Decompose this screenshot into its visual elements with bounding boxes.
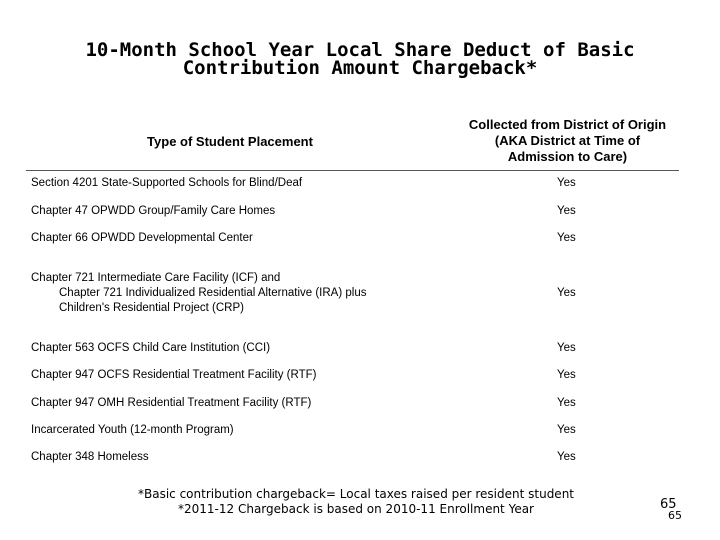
table-row-label: Chapter 66 OPWDD Developmental Center (31, 232, 253, 244)
table-row-value: Yes (557, 397, 576, 409)
table-row-label: Chapter 947 OCFS Residential Treatment Facility (RTF) (31, 369, 317, 381)
page-number: 65 (660, 497, 677, 512)
table-row-value: Yes (557, 369, 576, 381)
column-header-placement: Type of Student Placement (147, 134, 313, 149)
table-row-value: Yes (557, 205, 576, 217)
table-row-label-line3: Children's Residential Project (CRP) (59, 302, 244, 314)
column-header-collected (450, 117, 685, 165)
table-row-value: Yes (557, 287, 576, 299)
table-row-value: Yes (557, 424, 576, 436)
footnote-1: *Basic contribution chargeback= Local taxes raised per resident student (137, 487, 575, 501)
table-row-value: Yes (557, 177, 576, 189)
table-row-value: Yes (557, 342, 576, 354)
column-header-collected-line3: Admission to Care) (507, 149, 628, 164)
table-row-label: Chapter 47 OPWDD Group/Family Care Homes (31, 205, 276, 217)
table-row-label: Incarcerated Youth (12-month Program) (31, 424, 234, 436)
table-row-multiline (31, 271, 366, 316)
footnote-2: *2011-12 Chargeback is based on 2010-11 Enrollment Year (178, 502, 534, 516)
table-row-label: Chapter 721 Intermediate Care Facility (ICF) and (31, 272, 281, 284)
table-row-label: Chapter 947 OMH Residential Treatment Facility (RTF) (31, 397, 312, 409)
page-title-line2: Contribution Amount Chargeback* (182, 57, 538, 79)
page-number-shadow: 65 (668, 509, 682, 522)
column-header-collected-line1: Collected from District of Origin (468, 117, 667, 132)
table-row-label: Section 4201 State-Supported Schools for Blind/Deaf (31, 177, 303, 189)
table-row-label: Chapter 348 Homeless (31, 451, 149, 463)
column-header-collected-line2: (AKA District at Time of (494, 133, 641, 148)
table-row-label-line2: Chapter 721 Individualized Residential Alternative (IRA) plus (59, 287, 367, 299)
page-title-line1: 10-Month School Year Local Share Deduct of Basic (85, 39, 635, 61)
header-divider (26, 170, 679, 171)
table-row-value: Yes (557, 451, 576, 463)
table-row-value: Yes (557, 232, 576, 244)
table-row-label: Chapter 563 OCFS Child Care Institution (CCI) (31, 342, 271, 354)
